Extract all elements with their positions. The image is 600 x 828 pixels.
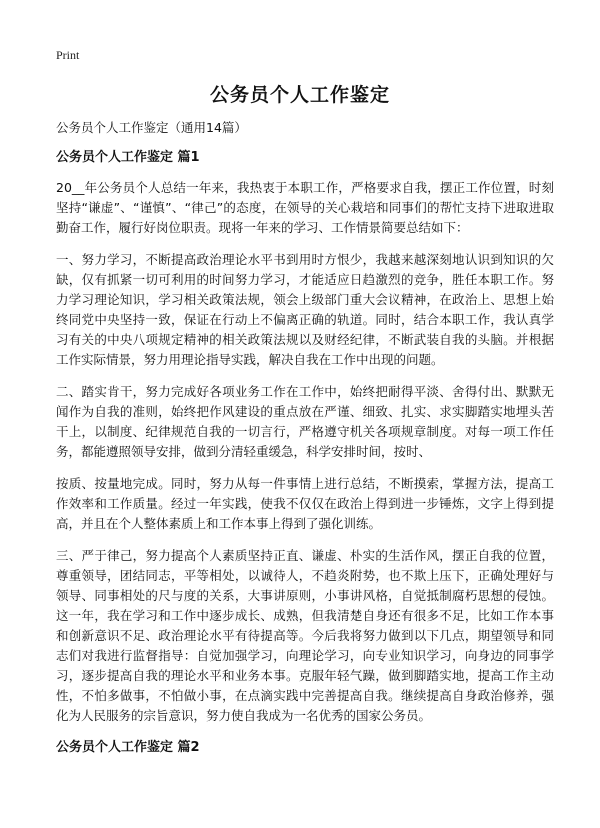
- document-subtitle: 公务员个人工作鉴定（通用14篇）: [56, 120, 247, 135]
- section-heading: 公务员个人工作鉴定 篇1: [56, 150, 200, 165]
- paragraph: 一、努力学习，不断提高政治理论水平书到用时方恨少，我越来越深刻地认识到知识的欠缺，仅有抓紧一切可利用的时间努力学习，才能适应日趋激烈的竞争，胜任本职工作。努力学习理论知识，学习相关政策法规，领会上级部门重大会议精神，在政治上、思想上始终同党中央坚持一致，保证在行动上不偏离正确的轨道。同时，结合本职工作，我认真学习有关的中央八项规定精神的相关政策法规以及财经纪律，不断武装自我的头脑。并根据工作实际情景，努力用理论指导实践，解决自我在工作中出现的问题。: [56, 252, 554, 367]
- paragraph: 20__年公务员个人总结一年来，我热衷于本职工作，严格要求自我，摆正工作位置，时刻坚持“谦虚”、“谨慎”、“律己”的态度，在领导的关心栽培和同事们的帮忙支持下进取进取勤奋工作，履行好岗位职责。现将一年来的学习、工作情景简要总结如下：: [56, 180, 554, 235]
- page-title: 公务员个人工作鉴定: [209, 84, 390, 106]
- section-heading: 公务员个人工作鉴定 篇2: [56, 740, 200, 755]
- print-link[interactable]: Print: [56, 48, 80, 62]
- paragraph: 三、严于律己，努力提高个人素质坚持正直、谦虚、朴实的生活作风，摆正自我的位置，尊重领导，团结同志，平等相处，以诚待人，不趋炎附势，也不欺上压下，正确处理好与领导、同事相处的尺与度的关系，大事讲原则，小事讲风格，自觉抵制腐朽思想的侵蚀。这一年，我在学习和工作中逐步成长、成熟，但我清楚自身还有很多不足，比如工作本事和创新意识不足、政治理论水平有待提高等。今后我将努力做到以下几点，期望领导和同志们对我进行监督指导：自觉加强学习，向理论学习，向专业知识学习，向身边的同事学习，逐步提高自我的理论水平和业务本事。克服年轻气躁，做到脚踏实地，提高工作主动性，不怕多做事，不怕做小事，在点滴实践中完善提高自我。继续提高自身政治修养，强化为人民服务的宗旨意识，努力使自我成为一名优秀的国家公务员。: [56, 548, 554, 723]
- paragraph: 按质、按量地完成。同时，努力从每一件事情上进行总结，不断摸索，掌握方法，提高工作效率和工作质量。经过一年实践，使我不仅仅在政治上得到进一步锤炼，文字上得到提高，并且在个人整体素质上和工作本事上得到了强化训练。: [56, 476, 554, 531]
- document-body: [56, 118, 554, 768]
- paragraph: 二、踏实肯干，努力完成好各项业务工作在工作中，始终把耐得平淡、舍得付出、默默无闻作为自我的准则，始终把作风建设的重点放在严谨、细致、扎实、求实脚踏实地埋头苦干上，以制度、纪律规范自我的一切言行，严格遵守机关各项规章制度。对每一项工作任务，都能遵照领导安排，做到分清轻重缓急，科学安排时间，按时、: [56, 384, 554, 459]
